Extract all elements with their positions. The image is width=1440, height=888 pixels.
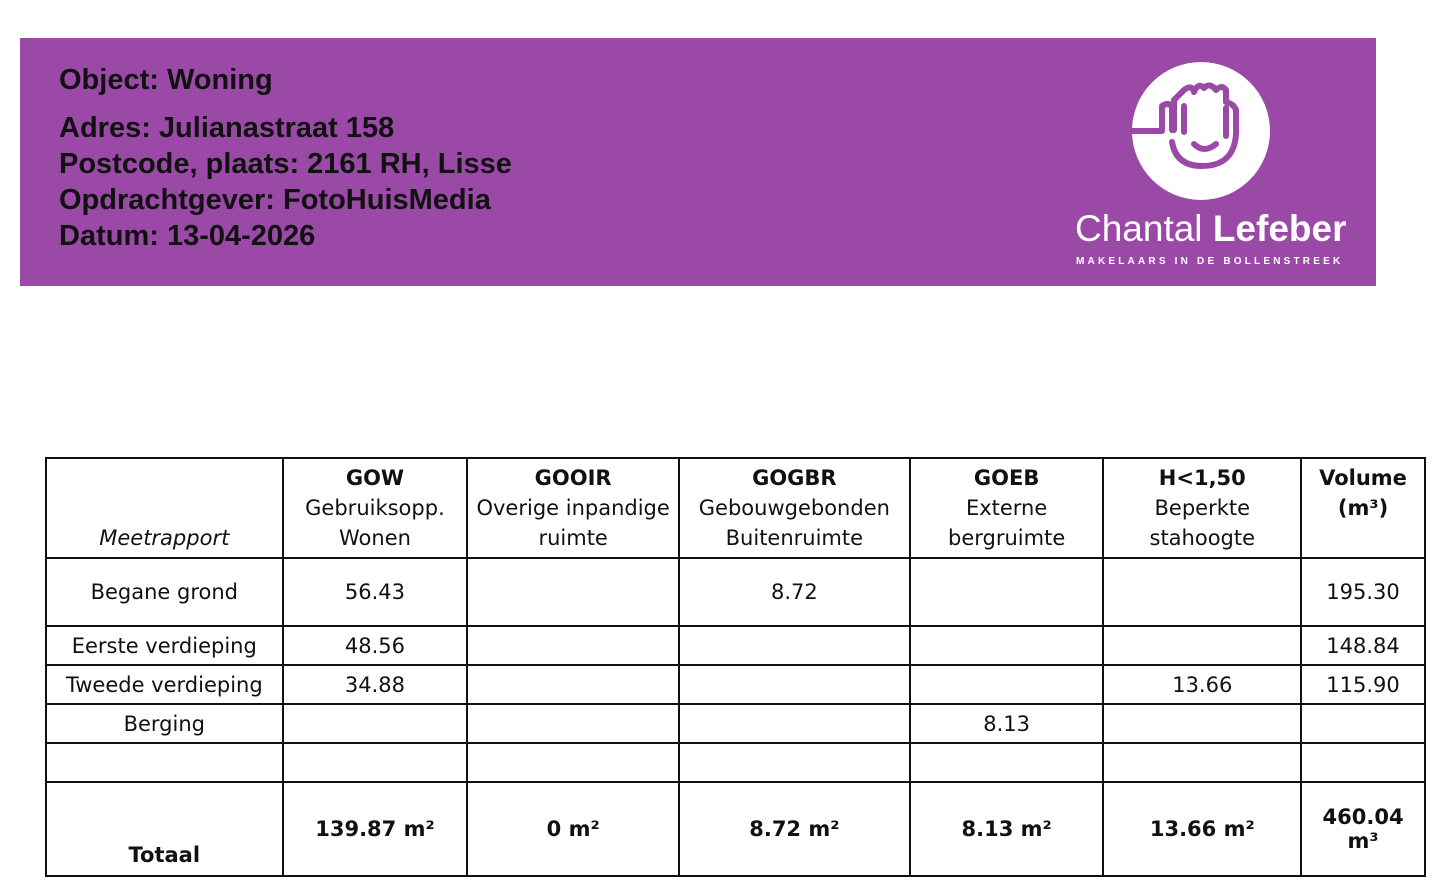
table-cell: 148.84 xyxy=(1301,626,1425,665)
table-cell xyxy=(910,558,1104,626)
brand-tagline: MAKELAARS IN DE BOLLENSTREEK xyxy=(1076,256,1344,267)
total-label: Totaal xyxy=(46,782,283,876)
table-cell xyxy=(1301,704,1425,743)
column-header: GOW Gebruiksopp. Wonen xyxy=(283,458,468,558)
column-header: GOGBR Gebouwgebonden Buitenruimte xyxy=(679,458,910,558)
table-cell xyxy=(283,704,468,743)
table-cell: 56.43 xyxy=(283,558,468,626)
total-cell: 0 m² xyxy=(467,782,679,876)
table-cell xyxy=(467,704,679,743)
table-row xyxy=(46,626,1425,665)
table-cell: 13.66 xyxy=(1103,665,1301,704)
table-cell: 34.88 xyxy=(283,665,468,704)
table-cell xyxy=(910,626,1104,665)
row-label: Begane grond xyxy=(46,558,283,626)
total-cell: 8.13 m² xyxy=(910,782,1104,876)
table-cell xyxy=(910,743,1104,782)
table-cell xyxy=(1103,558,1301,626)
address-line: Adres: Julianastraat 158 xyxy=(59,112,395,144)
tulip-house-logo-icon xyxy=(1132,62,1270,200)
table-cell: 48.56 xyxy=(283,626,468,665)
table-row xyxy=(46,558,1425,626)
table-cell xyxy=(467,558,679,626)
client-line: Opdrachtgever: FotoHuisMedia xyxy=(59,184,491,216)
table-cell xyxy=(467,626,679,665)
total-cell: 460.04 m³ xyxy=(1301,782,1425,876)
column-header: GOOIR Overige inpandige ruimte xyxy=(467,458,679,558)
total-row xyxy=(46,782,1425,876)
brand-light: Chantal xyxy=(1075,208,1213,249)
table-row-empty xyxy=(46,743,1425,782)
brand-name xyxy=(1075,208,1346,250)
table-header-row xyxy=(46,458,1425,558)
object-line: Object: Woning xyxy=(59,64,273,96)
table-cell xyxy=(679,626,910,665)
company-logo xyxy=(1070,60,1347,275)
table-cell: 115.90 xyxy=(1301,665,1425,704)
brand-bold: Lefeber xyxy=(1212,208,1347,249)
header-banner xyxy=(20,38,1376,286)
table-row xyxy=(46,704,1425,743)
table-cell: 8.13 xyxy=(910,704,1104,743)
table-cell xyxy=(1103,626,1301,665)
column-header: GOEB Externe bergruimte xyxy=(910,458,1104,558)
table-cell xyxy=(467,665,679,704)
row-label: Tweede verdieping xyxy=(46,665,283,704)
corner-label: Meetrapport xyxy=(46,458,283,558)
table-cell xyxy=(679,743,910,782)
postcode-line: Postcode, plaats: 2161 RH, Lisse xyxy=(59,148,512,180)
table-cell xyxy=(679,665,910,704)
table-cell xyxy=(1301,743,1425,782)
row-label xyxy=(46,743,283,782)
table-cell xyxy=(1103,704,1301,743)
column-header: H<1,50 Beperkte stahoogte xyxy=(1103,458,1301,558)
total-cell: 8.72 m² xyxy=(679,782,910,876)
table-row xyxy=(46,665,1425,704)
row-label: Eerste verdieping xyxy=(46,626,283,665)
table-cell xyxy=(1103,743,1301,782)
total-cell: 13.66 m² xyxy=(1103,782,1301,876)
total-cell: 139.87 m² xyxy=(283,782,468,876)
row-label: Berging xyxy=(46,704,283,743)
table-cell xyxy=(467,743,679,782)
table-cell: 8.72 xyxy=(679,558,910,626)
date-line: Datum: 13-04-2026 xyxy=(59,220,316,252)
measurement-table xyxy=(45,457,1426,877)
table-cell xyxy=(679,704,910,743)
table-cell xyxy=(910,665,1104,704)
column-header: Volume (m³) xyxy=(1301,458,1425,558)
table-cell xyxy=(283,743,468,782)
table-cell: 195.30 xyxy=(1301,558,1425,626)
property-info xyxy=(59,62,512,254)
